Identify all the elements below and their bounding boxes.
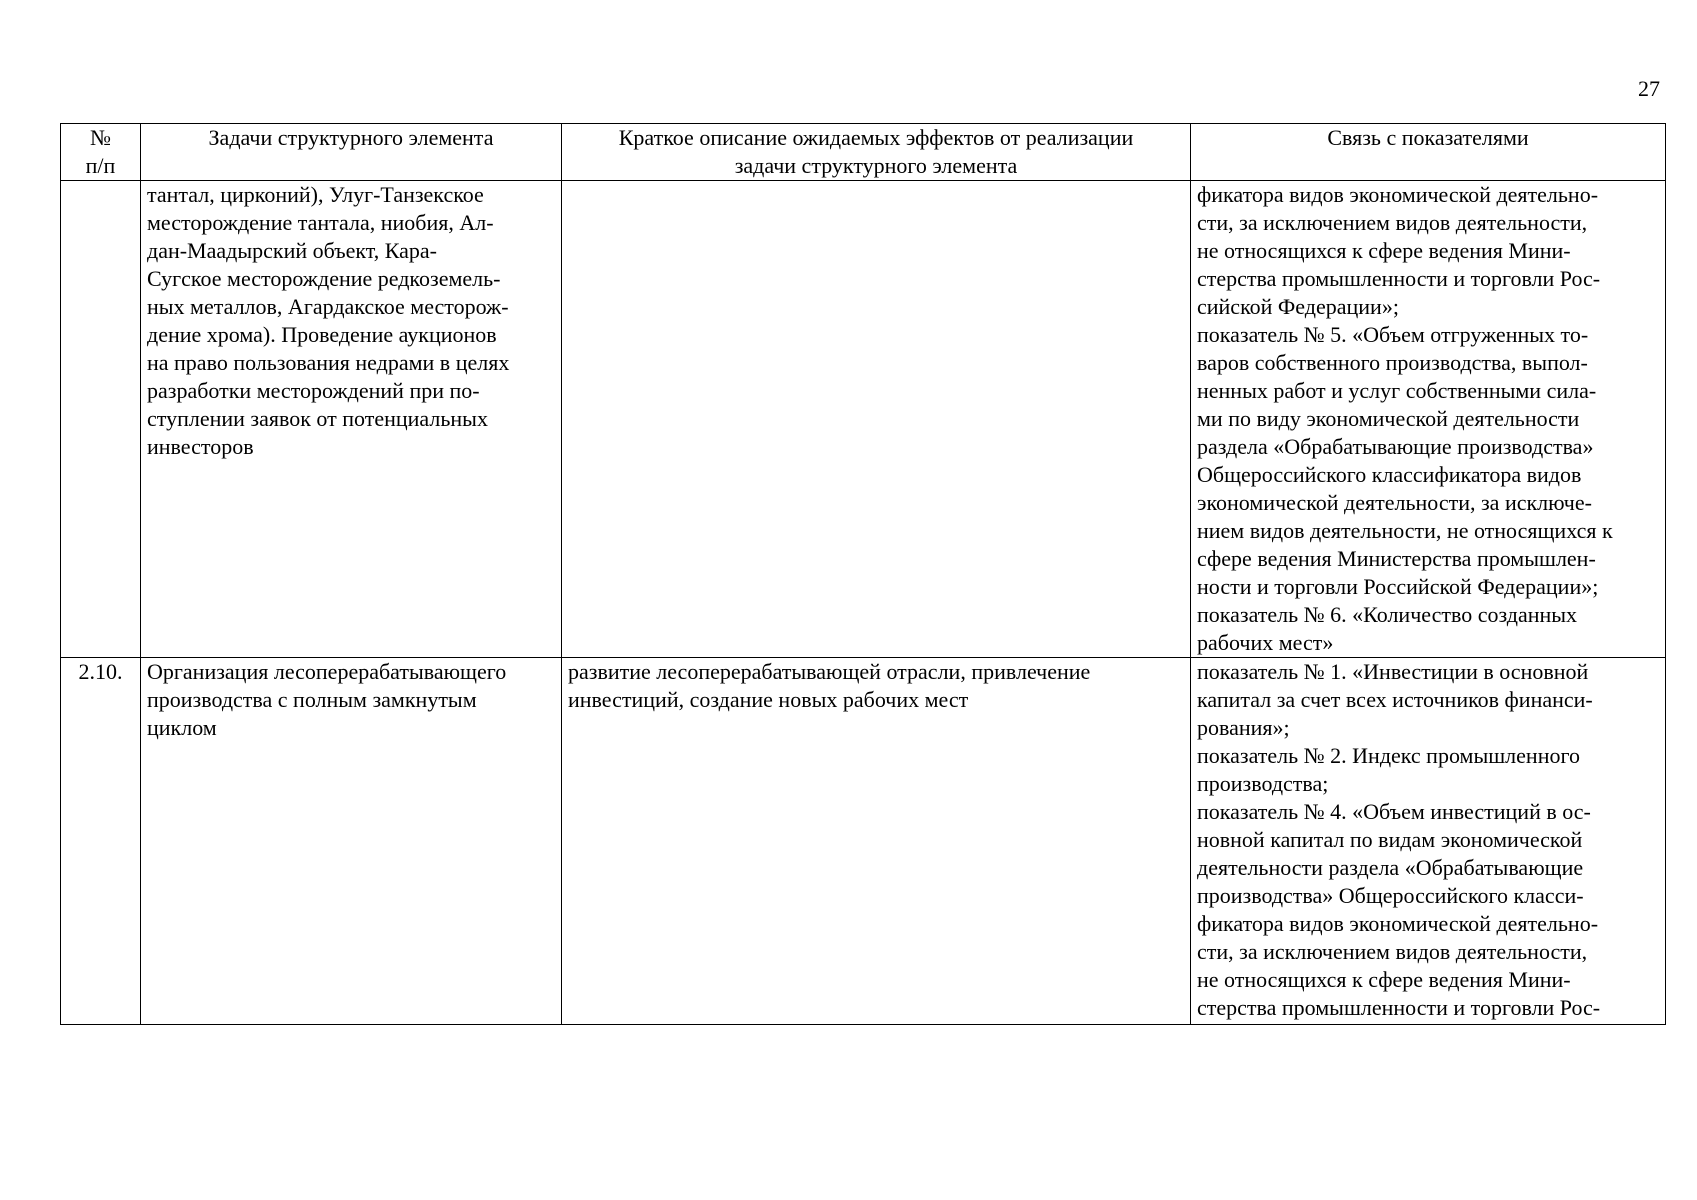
row-task-text: тантал, цирконий), Улуг-Танзекское месторождение тантала, ниобия, Ал- дан-Маадырский объект, Кара- Сугское месторождение редкоземель- ных металлов, Агардакское месторож- дение хрома). Проведение аукционов на право пользования недрами в целях разработки месторождений при по- ступлении заявок от потенциальных инвесторов [147, 182, 510, 459]
row-desc-text: развитие лесоперерабатывающей отрасли, привлечение инвестиций, создание новых рабочих мест [568, 659, 1091, 712]
row-task-cell [141, 658, 562, 1025]
row-desc-cell [562, 181, 1191, 658]
header-num [61, 124, 141, 181]
page-number: 27 [1638, 76, 1660, 101]
row-task-text: Организация лесоперерабатывающего производства с полным замкнутым циклом [147, 659, 507, 740]
table-row [61, 181, 1666, 658]
row-num-cell [61, 181, 141, 658]
row-num-cell: 2.10. [61, 658, 141, 1025]
row-desc-cell [562, 658, 1191, 1025]
header-num-line-1: № [90, 125, 111, 150]
row-link-text: показатель № 1. «Инвестиции в основной капитал за счет всех источников финанси- рования»; показатель № 2. Индекс промышленного производства; показатель № 4. «Объем инвестиций в ос- новной капитал по видам экономической деятельности раздела «Обрабатывающие производства» Общероссийского класси- фикатора видов экономической деятельно- сти, за исключением видов деятельности, не относящихся к сфере ведения Мини- стерства промышленности и торговли Рос- [1197, 659, 1601, 1020]
header-num-line-2: п/п [85, 153, 116, 178]
header-task-line-1: Задачи структурного элемента [208, 125, 494, 150]
structural-element-table [60, 123, 1666, 1025]
header-desc-line-2: задачи структурного элемента [734, 153, 1018, 178]
header-link-line-1: Связь с показателями [1327, 125, 1529, 150]
row-link-cell [1191, 181, 1666, 658]
row-task-cell [141, 181, 562, 658]
table-header-row [61, 124, 1666, 181]
header-task [141, 124, 562, 181]
header-desc [562, 124, 1191, 181]
table-row [61, 658, 1666, 1025]
row-link-cell [1191, 658, 1666, 1025]
row-link-text: фикатора видов экономической деятельно- сти, за исключением видов деятельности, не относящихся к сфере ведения Мини- стерства промышленности и торговли Рос- сийской Федерации»; показатель № 5. «Объем отгруженных то- варов собственного производства, выпол- ненных работ и услуг собственными сила- ми по виду экономической деятельности раздела «Обрабатывающие производства» Общероссийского классификатора видов экономической деятельности, за исключе- нием видов деятельности, не относящихся к сфере ведения Министерства промышлен- ности и торговли Российской Федерации»; показатель № 6. «Количество созданных рабочих мест» [1197, 182, 1613, 655]
header-link [1191, 124, 1666, 181]
header-desc-line-1: Краткое описание ожидаемых эффектов от реализации [618, 125, 1134, 150]
